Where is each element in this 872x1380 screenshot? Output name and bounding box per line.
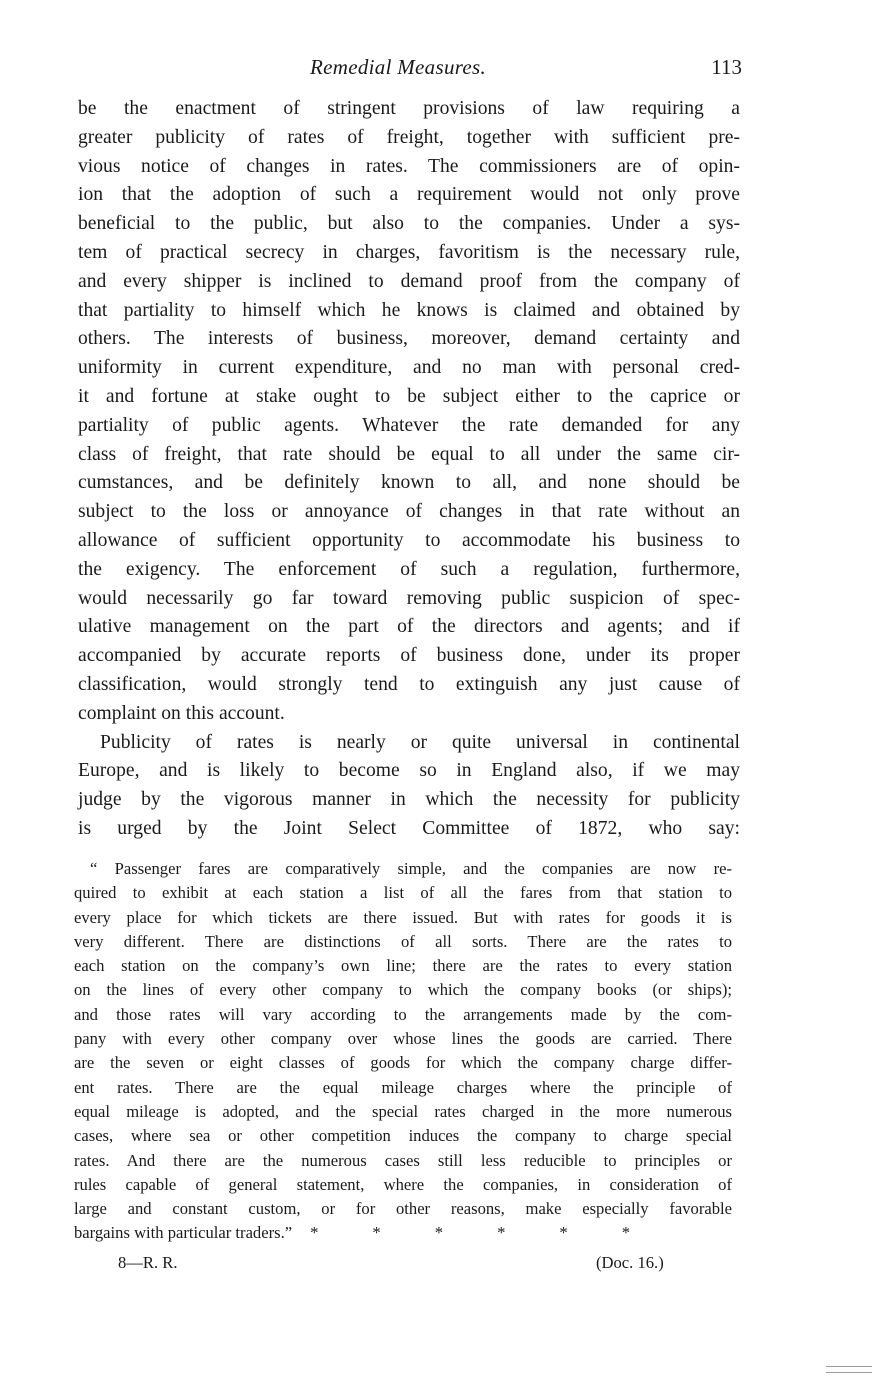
- text-line: it and fortune at stake ought to be subject either to the caprice or: [78, 385, 740, 407]
- quote-line: ent rates. There are the equal mileage charges where the principle of: [74, 1077, 732, 1097]
- quote-line: large and constant custom, or for other reasons, make especially favorable: [74, 1199, 732, 1219]
- text-line: complaint on this account.: [78, 702, 285, 724]
- text-line: would necessarily go far toward removing public suspicion of spec-: [78, 587, 740, 609]
- star-mark: *: [621, 1223, 631, 1243]
- text-line: accompanied by accurate reports of business done, under its proper: [78, 645, 740, 667]
- signature-mark: 8—R. R.: [118, 1253, 178, 1272]
- text-line: class of freight, that rate should be equal to all under the same cir-: [78, 443, 740, 465]
- text-line: greater publicity of rates of freight, together with sufficient pre-: [78, 126, 740, 148]
- text-line: and every shipper is inclined to demand proof from the company of: [78, 270, 740, 292]
- text-line: Publicity of rates is nearly or quite universal in continental: [100, 731, 740, 753]
- text-line: classification, would strongly tend to extinguish any just cause of: [78, 673, 740, 695]
- text-line: others. The interests of business, moreover, demand certainty and: [78, 328, 740, 350]
- text-line: beneficial to the public, but also to the companies. Under a sys-: [78, 213, 740, 235]
- text-line: judge by the vigorous manner in which the necessity for publicity: [78, 789, 740, 811]
- quote-line: on the lines of every other company to which the company books (or ships);: [74, 980, 732, 1000]
- text-line: cumstances, and be definitely known to all, and none should be: [78, 472, 740, 494]
- text-line: allowance of sufficient opportunity to accommodate his business to: [78, 529, 740, 551]
- edge-rule: [826, 1366, 872, 1367]
- running-title: Remedial Measures.: [310, 55, 487, 79]
- quote-line: cases, where sea or other competition induces the company to charge special: [74, 1126, 732, 1146]
- text-line: Europe, and is likely to become so in England also, if we may: [78, 760, 740, 782]
- main-text: [78, 95, 740, 844]
- quote-line: equal mileage is adopted, and the special rates charged in the more numerous: [74, 1101, 732, 1121]
- star-mark: *: [559, 1223, 568, 1243]
- quote-closing-text: bargains with particular traders.”: [74, 1223, 293, 1243]
- quote-line: are the seven or eight classes of goods for which the company charge differ-: [74, 1053, 732, 1073]
- text-line: tem of practical secrecy in charges, favoritism is the necessary rule,: [78, 241, 740, 263]
- quote-line: pany with every other company over whose lines the goods are carried. There: [74, 1029, 732, 1049]
- text-line: vious notice of changes in rates. The commissioners are of opin-: [78, 155, 740, 177]
- star-mark: *: [372, 1223, 381, 1243]
- star-mark: *: [434, 1223, 444, 1243]
- text-line: subject to the loss or annoyance of changes in that rate without an: [78, 501, 740, 523]
- quote-line: quired to exhibit at each station a list of all the fares from that station to: [74, 883, 732, 903]
- ellipsis-stars: [310, 1221, 630, 1245]
- quote-final-line: [74, 1221, 732, 1245]
- quote-line: rules capable of general statement, where the companies, in consideration of: [74, 1174, 732, 1194]
- text-line: be the enactment of stringent provisions of law requiring a: [78, 98, 740, 119]
- text-line: is urged by the Joint Select Committee of 1872, who say:: [78, 817, 740, 839]
- quote-line: every place for which tickets are there issued. But with rates for goods it is: [74, 907, 732, 927]
- paragraph-1: [78, 95, 740, 729]
- text-line: partiality of public agents. Whatever the rate demanded for any: [78, 414, 740, 436]
- quote-line: and those rates will vary according to the arrangements made by the com-: [74, 1004, 732, 1024]
- quote-line: each station on the company’s own line; there are the rates to every station: [74, 956, 732, 976]
- page-number: 113: [711, 55, 742, 79]
- star-mark: *: [310, 1223, 319, 1243]
- text-line: ulative management on the part of the directors and agents; and if: [78, 616, 740, 638]
- document-reference: (Doc. 16.): [596, 1253, 664, 1272]
- text-line: the exigency. The enforcement of such a regulation, furthermore,: [78, 558, 740, 580]
- page-header: [78, 55, 742, 85]
- paragraph-2: [78, 729, 740, 844]
- text-line: that partiality to himself which he knows is claimed and obtained by: [78, 299, 740, 321]
- block-quote: [74, 857, 732, 1246]
- quote-line: very different. There are distinctions of all sorts. There are the rates to: [74, 931, 732, 951]
- text-line: ion that the adoption of such a requirement would not only prove: [78, 184, 740, 206]
- page-footer: [78, 1253, 678, 1277]
- quote-line: “ Passenger fares are comparatively simple, and the companies are now re-: [90, 859, 732, 878]
- text-line: uniformity in current expenditure, and no man with personal cred-: [78, 357, 740, 379]
- edge-rule: [826, 1372, 872, 1373]
- quote-line: rates. And there are the numerous cases still less reducible to principles or: [74, 1150, 732, 1170]
- star-mark: *: [497, 1223, 506, 1243]
